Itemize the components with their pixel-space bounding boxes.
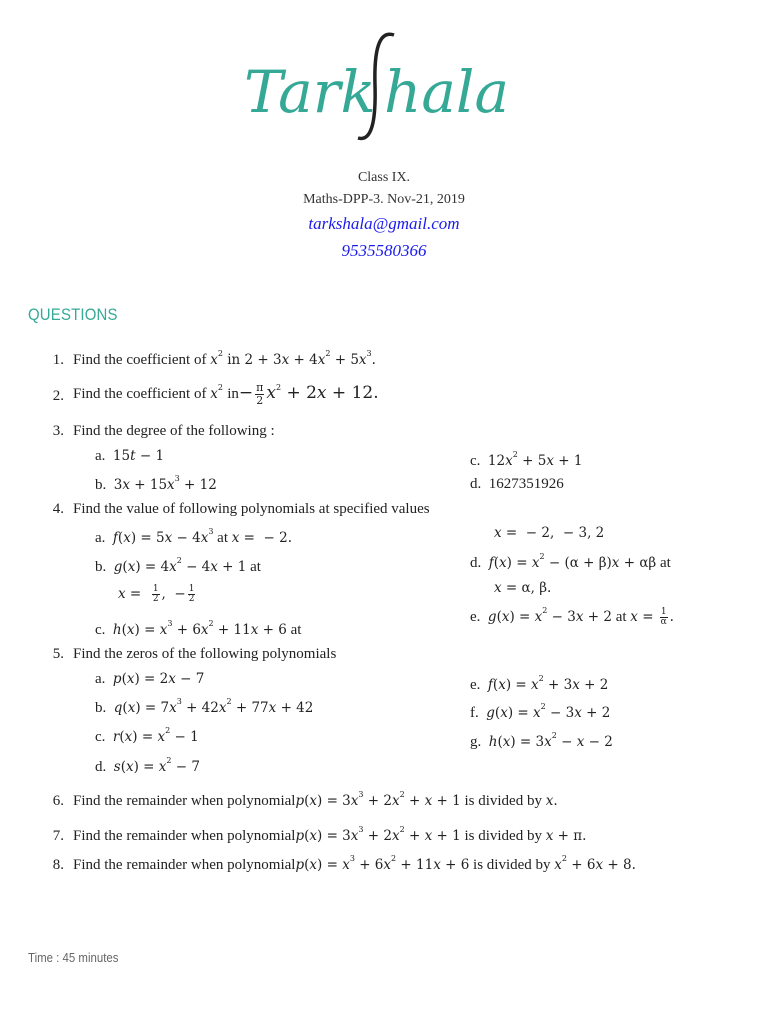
logo-text-tark: Tark <box>244 58 376 126</box>
q4-item-a: a. $f(x) = 5x - 4x^3$ at x = − 2. <box>95 527 293 546</box>
q2-text: Find the coefficient of <box>73 386 207 402</box>
question-8: Find the remainder when polynomialp(x) = $x^3 + 6x^2 + 11x + 6$ is divided by $x^2 + 6x + 8$. <box>73 854 636 873</box>
q4-item-d-values: x = α, β. <box>494 580 552 596</box>
questions-heading: QUESTIONS <box>28 305 118 324</box>
q3-text: Find the degree of the following : <box>73 423 275 439</box>
q2-number: 2. <box>52 388 64 404</box>
q6-number: 6. <box>52 793 64 809</box>
question-1 <box>73 349 376 369</box>
q4-item-d: d. $f(x) = x^2 - (\alpha + \beta)x + \alpha\beta$ at <box>470 552 671 571</box>
q3-item-d: d. 1627351926 <box>470 476 564 492</box>
logo-text-hala: hala <box>384 58 510 126</box>
q4-item-e: e. $g(x) = x^2 - 3x + 2$ at x = $\frac{1}{\alpha}$ . <box>470 606 674 627</box>
q1-number: 1. <box>52 352 64 368</box>
q5-item-b: b. $q(x) = 7x^3 + 42x^2 + 77x + 42$ <box>95 697 314 716</box>
logo-graphic <box>244 30 510 145</box>
tarkshala-logo <box>244 30 510 145</box>
q3-number: 3. <box>52 423 64 439</box>
dpp-line: Maths-DPP-3. Nov-21, 2019 <box>303 192 465 207</box>
q5-item-f: f. $g(x) = x^2 - 3x + 2$ <box>470 702 611 721</box>
q7-number: 7. <box>52 828 64 844</box>
q5-item-d: d. $s(x) = x^2 - 7$ <box>95 756 200 775</box>
q5-item-g: g. $h(x) = 3x^2 - x - 2$ <box>470 731 613 750</box>
q4-item-c-values: x = − 2, − 3, 2 <box>494 525 605 541</box>
question-7: Find the remainder when polynomialp(x) = $3x^3 + 2x^2 + x + 1$ is divided by x + π. <box>73 825 587 844</box>
question-2 <box>73 382 379 407</box>
q5-item-c: c. $r(x) = x^2 - 1$ <box>95 726 199 745</box>
class-line: Class IX. <box>357 170 411 185</box>
q4-text: Find the value of following polynomials at specified values <box>73 501 430 517</box>
q3-item-a: a. 15t − 1 <box>95 448 165 464</box>
q5-number: 5. <box>52 646 64 662</box>
q1-math: $x^2$ in $2 + 3x + 4x^2 + 5x^3$. <box>210 349 376 368</box>
question-6: Find the remainder when polynomialp(x) = $3x^3 + 2x^2 + x + 1$ is divided by x. <box>73 790 558 809</box>
q5-text: Find the zeros of the following polynomials <box>73 646 337 662</box>
q1-text: Find the coefficient of <box>73 352 207 368</box>
q5-item-e: e. $f(x) = x^2 + 3x + 2$ <box>470 674 609 693</box>
q3-item-b: b. $3x + 15x^3 + 12$ <box>95 474 217 493</box>
q8-number: 8. <box>52 857 64 873</box>
time-note: Time : 45 minutes <box>28 950 119 965</box>
q4-item-c: c. $h(x) = x^3 + 6x^2 + 11x + 6$ at <box>95 619 302 638</box>
q4-number: 4. <box>52 501 64 517</box>
phone-link[interactable]: 9535580366 <box>341 241 427 260</box>
q2-math: $x^2$ in− $\frac{\pi}{2}$ $x^2 + 2x + 12$. <box>210 381 379 407</box>
q4-item-b: b. $g(x) = 4x^2 - 4x + 1$ at <box>95 556 261 575</box>
q4-item-b-values: x = $\frac{1}{2}$ , − $\frac{1}{2}$ <box>118 584 195 604</box>
q5-item-a: a. p(x) = 2x − 7 <box>95 671 205 687</box>
q3-item-c: c. $12x^2 + 5x + 1$ <box>470 450 583 469</box>
email-link[interactable]: tarkshala@gmail.com <box>308 214 460 233</box>
